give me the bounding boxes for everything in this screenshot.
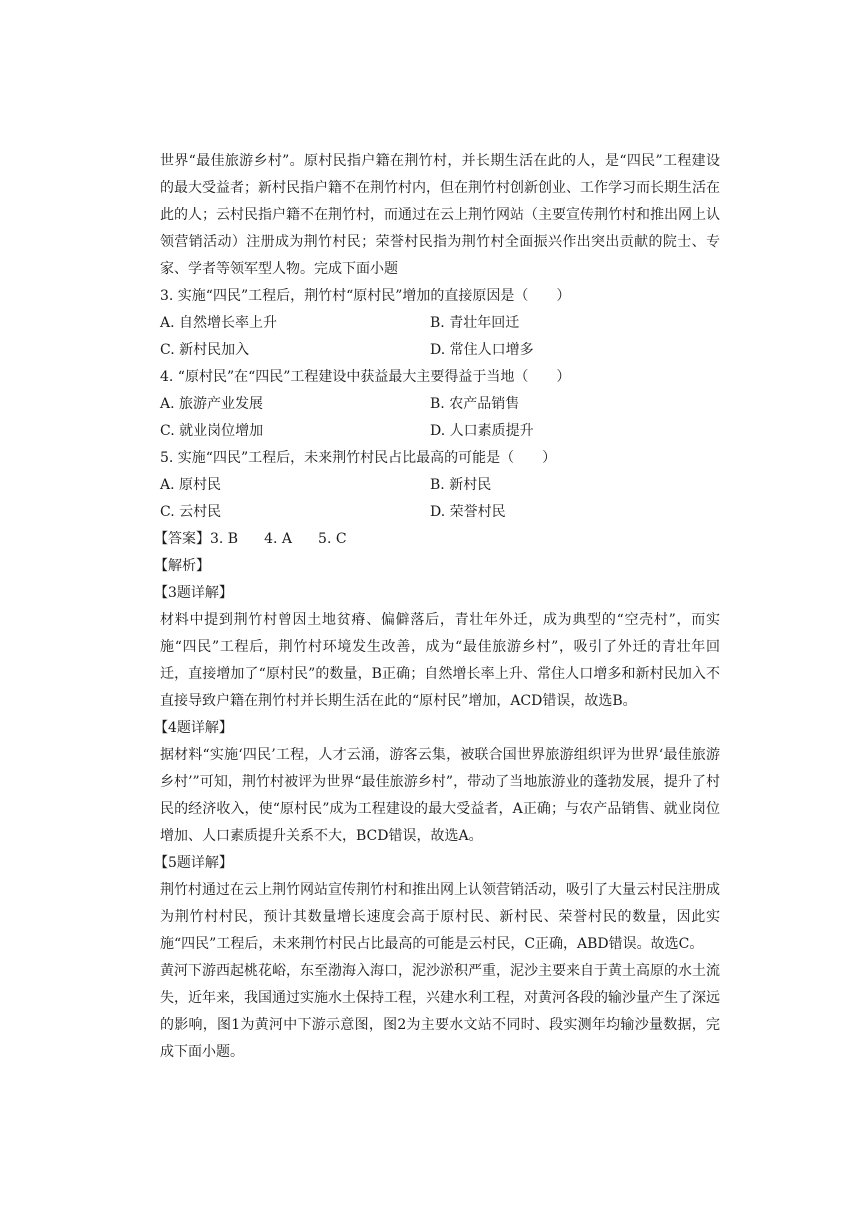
option-a: A. 自然增长率上升: [160, 315, 278, 331]
option-c: C. 就业岗位增加: [160, 423, 264, 439]
option-d: D. 人口素质提升: [430, 423, 534, 439]
answer-5: 5. C: [318, 531, 347, 547]
option-d: D. 常住人口增多: [430, 342, 534, 358]
analysis-tag: 【解析】: [154, 558, 210, 574]
option-d: D. 荣誉村民: [430, 504, 506, 520]
document-page: [154, 148, 720, 1066]
option-a: A. 旅游产业发展: [160, 396, 264, 412]
option-b: B. 新村民: [430, 477, 492, 493]
question-5-options-row-2: [160, 499, 720, 526]
detail-5-tag: 【5题详解】: [154, 855, 233, 871]
detail-3-text: 材料中提到荆竹村曾因土地贫瘠、偏僻落后，青壮年外迁，成为典型的“空壳村”，而实施“四民”工程后，荆竹村环境发生改善，成为“最佳旅游乡村”，吸引了外迁的青壮年回迁，直接增加了“原村民”的数量，B正确；自然增长率上升、常住人口增多和新村民加入不直接导致户籍在荆竹村并长期生活在此的“原村民”增加，ACD错误，故选B。: [160, 612, 720, 709]
detail-3-tag: 【3题详解】: [154, 585, 233, 601]
detail-4-text: 据材料“实施‘四民’工程，人才云涌，游客云集，被联合国世界旅游组织评为世界‘最佳旅游乡村’”可知，荆竹村被评为世界“最佳旅游乡村”，带动了当地旅游业的蓬勃发展，提升了村民的经济收入，使“原村民”成为工程建设的最大受益者，A正确；与农产品销售、就业岗位增加、人口素质提升关系不大，BCD错误，故选A。: [160, 747, 720, 844]
detail-4-tag: 【4题详解】: [154, 720, 233, 736]
question-4-stem: 4. “原村民”在“四民”工程建设中获益最大主要得益于当地（ ）: [160, 369, 571, 385]
question-5-stem: 5. 实施“四民”工程后，未来荆竹村民占比最高的可能是（ ）: [160, 450, 557, 466]
question-3-options-row-1: [160, 310, 720, 337]
question-3-options-row-2: [160, 337, 720, 364]
material-intro: 世界“最佳旅游乡村”。原村民指户籍在荆竹村，并长期生活在此的人，是“四民”工程建设的最大受益者；新村民指户籍不在荆竹村内，但在荆竹村创新创业、工作学习而长期生活在此的人；云村民指户籍不在荆竹村，而通过在云上荆竹网站（主要宣传荆竹村和推出网上认领营销活动）注册成为荆竹村民；荣誉村民指为荆竹村全面振兴作出突出贡献的院士、专家、学者等领军型人物。完成下面小题: [160, 153, 720, 277]
answer-line: [154, 526, 720, 553]
option-a: A. 原村民: [160, 477, 222, 493]
option-c: C. 新村民加入: [160, 342, 250, 358]
question-5-options-row-1: [160, 472, 720, 499]
question-4-options-row-2: [160, 418, 720, 445]
detail-5-text: 荆竹村通过在云上荆竹网站宣传荆竹村和推出网上认领营销活动，吸引了大量云村民注册成为荆竹村村民，预计其数量增长速度会高于原村民、新村民、荣誉村民的数量，因此实施“四民”工程后，未来荆竹村民占比最高的可能是云村民，C正确，ABD错误。故选C。: [160, 882, 720, 952]
option-b: B. 青壮年回迁: [430, 315, 520, 331]
question-3-stem: 3. 实施“四民”工程后，荆竹村“原村民”增加的直接原因是（ ）: [160, 288, 571, 304]
answer-4: 4. A: [264, 531, 293, 547]
answer-tag: 【答案】: [154, 531, 210, 547]
next-material: 黄河下游西起桃花峪，东至渤海入海口，泥沙淤积严重，泥沙主要来自于黄土高原的水土流失，近年来，我国通过实施水土保持工程，兴建水利工程，对黄河各段的输沙量产生了深远的影响，图1为黄河中下游示意图，图2为主要水文站不同时、段实测年均输沙量数据，完成下面小题。: [160, 963, 720, 1060]
answer-3: 3. B: [210, 531, 239, 547]
option-b: B. 农产品销售: [430, 396, 520, 412]
option-c: C. 云村民: [160, 504, 222, 520]
question-4-options-row-1: [160, 391, 720, 418]
